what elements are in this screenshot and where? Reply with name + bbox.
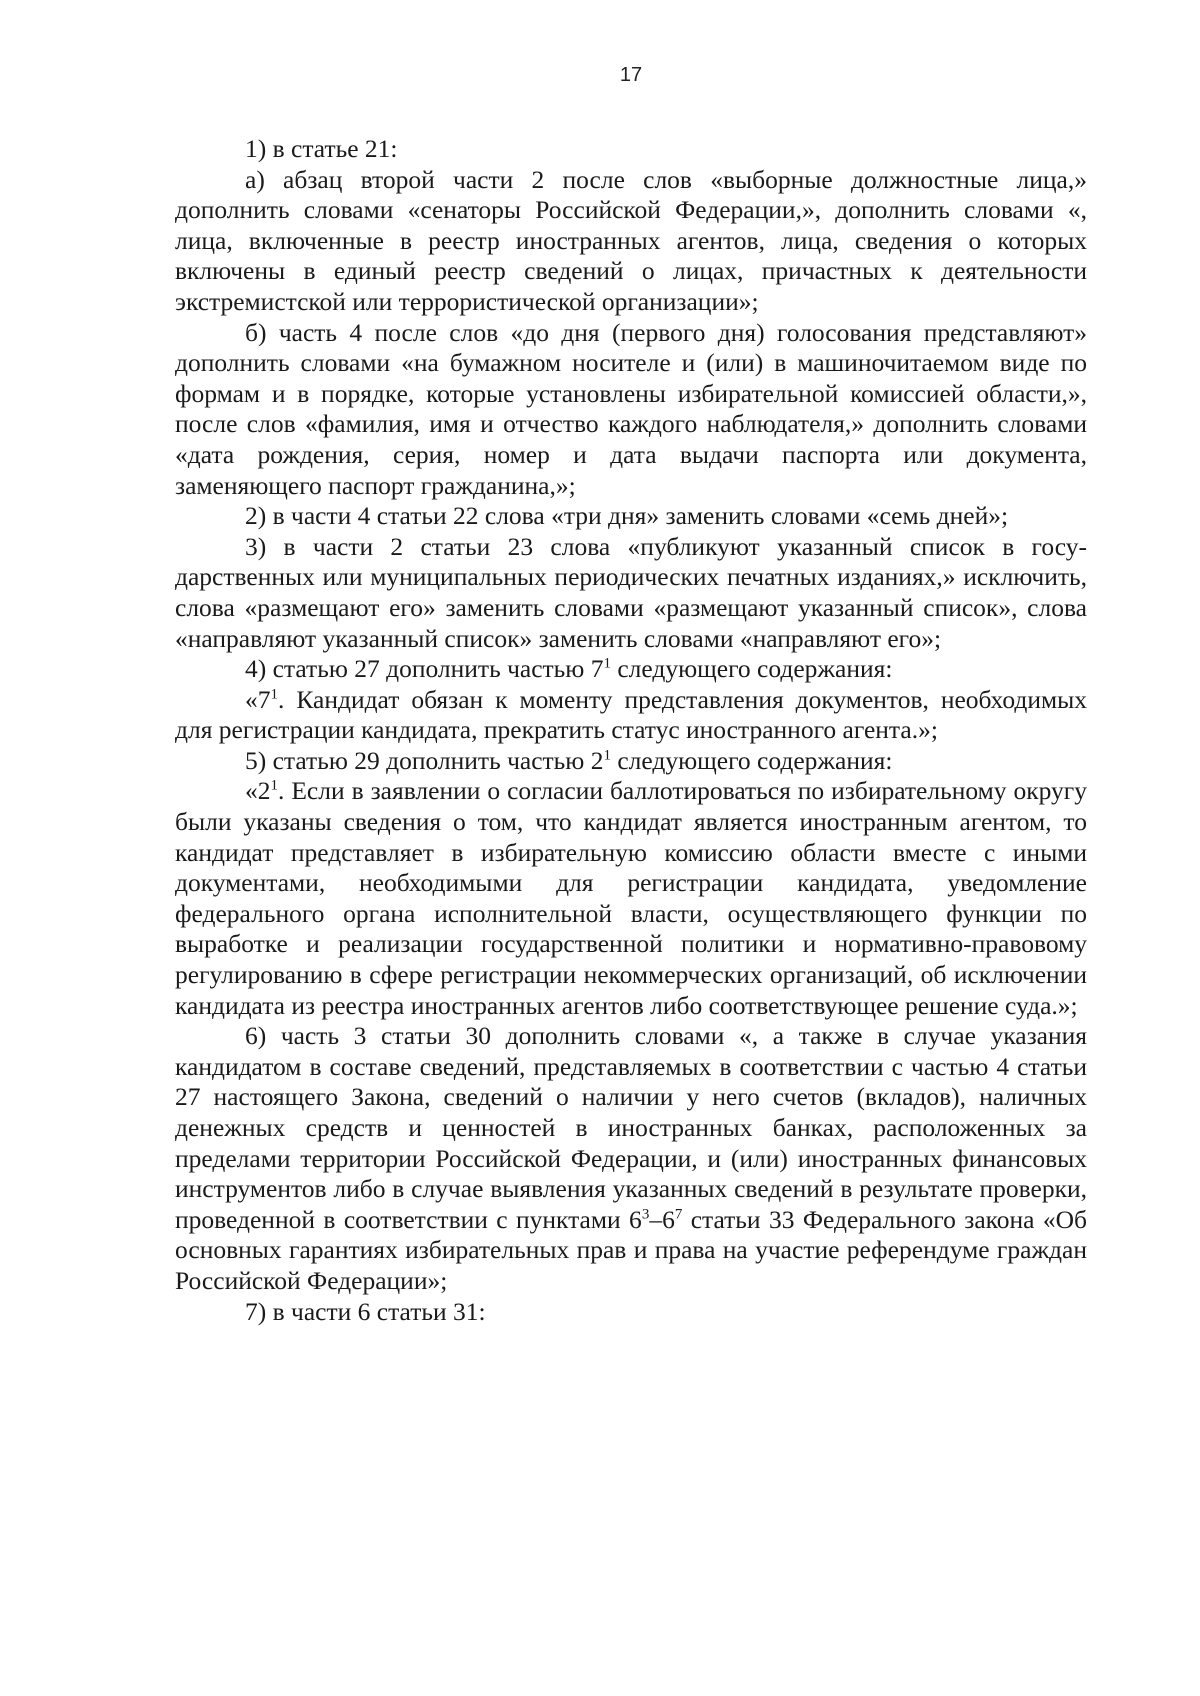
text-segment: . Кандидат обязан к моменту представления документов, необходимых для регистрации кандидата, прекратить статус иностранного агента.»; — [175, 684, 1087, 745]
text-segment: . Если в заявлении о согласии баллотироваться по избирательному округу были указаны сведения о том, что кандидат является иностранным агентом, то кандидат представляет в избирательную комиссию области вместе с иными документами, необходимыми для регистрации кандидата, уведомление федерального органа исполнительной власти, осуществляющего функции по выработке и реализации государственной политики и нормативно-правовому регулированию в сфере регистрации некоммерческих организаций, об исключении кандидата из реестра иностранных агентов либо соответствующее решение суда.»; — [175, 776, 1087, 1020]
text-segment: следующего содержания: — [610, 654, 893, 684]
paragraph-p6 — [175, 1021, 1087, 1296]
paragraph-p1a — [175, 165, 1087, 318]
text-segment: а) абзац второй части 2 после слов «выборные должностные лица,» дополнить словами «сенаторы Российской Федерации,», дополнить словами «, лица, включенные в реестр иностранных агентов, лица, сведения о которых включены в единый реестр сведений о лицах, причастных к деятельности экстремистской или террористической организации»; — [175, 164, 1087, 316]
paragraph-p1 — [175, 134, 1087, 165]
text-segment: 3) в части 2 статьи 23 слова «публикуют указанный список в государственных или муниципальных периодических печатных изданиях,» исключить, слова «размещают его» заменить словами «размещают указанный список», слова «направляют указанный список» заменить словами «направляют его»; — [175, 531, 1087, 653]
superscript: 1 — [270, 777, 278, 794]
text-segment: 2) в части 4 статьи 22 слова «три дня» заменить словами «семь дней»; — [245, 501, 1009, 531]
document-body — [175, 134, 1087, 1327]
paragraph-p5 — [175, 746, 1087, 777]
text-segment: 7) в части 6 статьи 31: — [245, 1296, 486, 1326]
paragraph-p4q — [175, 685, 1087, 746]
text-segment: 6) часть 3 статьи 30 дополнить словами «, а также в случае указания кандидатом в составе сведений, представляемых в соответствии с частью 4 статьи 27 настоящего Закона, сведений о наличии у него счетов (вкладов), наличных денежных средств и ценностей в иностранных банках, расположенных за пределами территории Российской Федерации, и (или) иностранных финансовых инструментов либо в случае выявления указанных сведений в результате проверки, проведенной в соответствии с пунктами 6 — [175, 1021, 1087, 1234]
text-segment: следующего содержания: — [610, 745, 893, 775]
superscript: 1 — [270, 685, 278, 702]
paragraph-p2 — [175, 501, 1087, 532]
superscript: 3 — [641, 1206, 650, 1223]
text-segment: статьи 33 Федерального закона «Об основных гарантиях избирательных прав и права на участие референдуме граждан Российской Федерации»; — [175, 1204, 1087, 1295]
paragraph-p5q — [175, 776, 1087, 1021]
paragraph-p3 — [175, 532, 1087, 654]
paragraph-p4 — [175, 654, 1087, 685]
text-segment: б) часть 4 после слов «до дня (первого дня) голосования представляют» дополнить словами «на бумажном носителе и (или) в машиночитаемом виде по формам и в порядке, которые установлены избирательной комиссией области,», после слов «фамилия, имя и отчество каждого наблюдателя,» дополнить словами «дата рождения, серия, номер и дата выдачи паспорта или документа, заменяющего паспорт гражданина,»; — [175, 317, 1087, 500]
superscript: 7 — [674, 1206, 683, 1223]
paragraph-p7 — [175, 1297, 1087, 1328]
text-segment: 4) статью 27 дополнить частью 7 — [245, 654, 604, 684]
superscript: 1 — [603, 747, 611, 764]
page-number: 17 — [619, 64, 643, 86]
text-segment: «2 — [245, 776, 271, 806]
paragraph-p1b — [175, 318, 1087, 502]
text-segment: –6 — [649, 1204, 675, 1234]
text-segment: 1) в статье 21: — [245, 134, 398, 163]
superscript: 1 — [603, 655, 611, 672]
text-segment: «7 — [245, 684, 271, 714]
text-segment: 5) статью 29 дополнить частью 2 — [245, 745, 604, 775]
